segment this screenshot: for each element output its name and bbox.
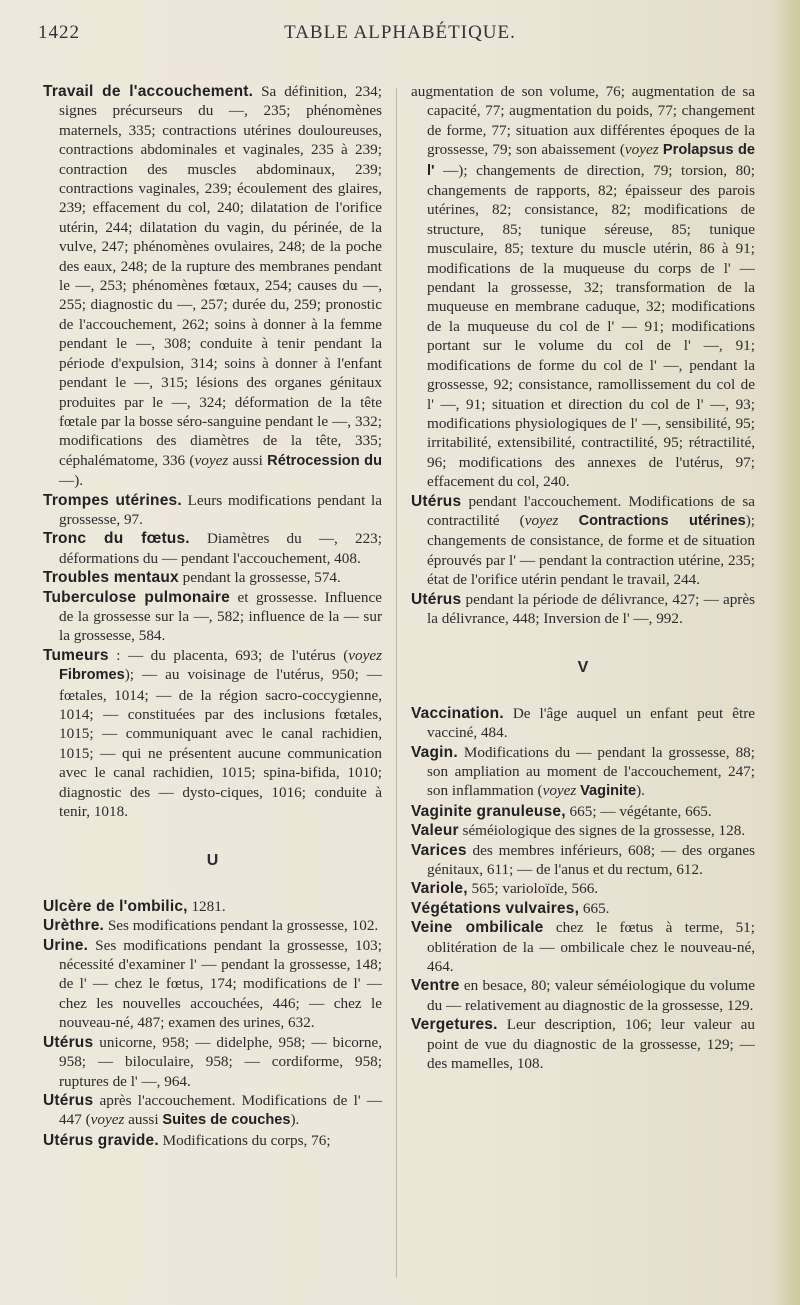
entry-text: en besace, 80; valeur séméiologique du volume du — relativement au diagnostic de la grossesse, 129. (427, 977, 755, 1014)
entry-headword: Utérus (411, 492, 462, 510)
entry-headword: Utérus (43, 1033, 94, 1051)
entry-text: et grossesse. Influence de la grossesse sur la —, 582; influence de la — sur la grossesse, 584. (59, 588, 382, 645)
entry-headword: Vaginite granuleuse, (411, 802, 566, 820)
index-entry (411, 802, 755, 821)
index-entry (43, 491, 382, 530)
entry-text: pendant la période de délivrance, 427; — après la délivrance, 448; Inversion de l' —, 992. (427, 590, 755, 627)
entry-headword: Tuberculose pulmonaire (43, 588, 230, 606)
index-entry (411, 976, 755, 1015)
entry-headword: Vaccination. (411, 704, 504, 722)
index-entry (43, 916, 382, 935)
entry-text: ). (290, 1111, 300, 1129)
entry-text: unicorne, 958; — didelphe, 958; — bicorne, 958; — biloculaire, 958; — cordiforme, 958; ruptures de l' —, 964. (59, 1033, 382, 1090)
entry-text: après l'accouchement. Modifications de l' — 447 ( (59, 1091, 382, 1129)
index-entry (43, 529, 382, 568)
entry-text: ); changements de consistance, de forme et de situation éprouvés par l' — pendant la contraction utérine, 235; état de l'orifice utérin pendant le travail, 244. (427, 511, 756, 589)
entry-headword: Végétations vulvaires, (411, 899, 580, 917)
index-entry (411, 590, 755, 629)
entry-text: pendant l'accouchement. Modifications de sa contractilité ( (427, 492, 755, 529)
entry-headword: Veine ombilicale (411, 919, 544, 937)
entry-text: aussi (124, 1111, 163, 1129)
index-entry (43, 936, 382, 1033)
index-entry (43, 1033, 382, 1091)
entry-text: séméiologique des signes de la grossesse, 128. (458, 822, 746, 840)
entry-text: des membres inférieurs, 608; — des organes génitaux, 611; — de l'anus et du rectum, 612. (427, 841, 755, 879)
entry-see-italic: voyez (624, 141, 659, 159)
index-entry (43, 568, 382, 587)
index-entry (411, 704, 755, 743)
entry-see-italic: voyez (542, 782, 577, 800)
index-entry (43, 1091, 382, 1131)
entry-text: 1281. (187, 897, 226, 915)
index-entry (411, 879, 755, 898)
entry-text (558, 512, 578, 529)
entry-headword: Ventre (411, 977, 460, 995)
entry-text: 665; — végétante, 665. (565, 802, 712, 820)
entry-cross-reference: Rétrocession du (267, 452, 382, 469)
entry-text: De l'âge auquel un enfant peut être vacciné, 484. (427, 704, 755, 742)
entry-headword: Tumeurs (43, 646, 109, 664)
index-entry (411, 492, 755, 590)
entry-text: 565; varioloïde, 566. (467, 880, 599, 898)
index-entry (411, 821, 755, 840)
index-entry (411, 1015, 755, 1073)
index-entry (43, 646, 382, 822)
entry-headword: Utérus (43, 1091, 94, 1109)
entry-headword: Utérus (411, 590, 462, 608)
entry-see-italic: voyez (194, 451, 229, 469)
entry-text: Leurs modifications pendant la grossesse, 97. (59, 491, 382, 528)
entry-text: Leur description, 106; leur valeur au point de vue du diagnostic de la grossesse, 129; — des mamelles, 108. (427, 1016, 755, 1073)
entry-headword: Vagin. (411, 743, 458, 761)
entry-headword: Travail de l'accouchement. (43, 83, 254, 100)
entry-text: chez le fœtus à terme, 51; oblitération de la — ombilicale chez le nouveau-né, 464. (427, 919, 755, 976)
index-entry (43, 897, 382, 916)
index-entry (411, 841, 755, 880)
entry-text: augmentation de son volume, 76; augmentation de sa capacité, 77; augmentation du poids, 77; changement de forme, 77; situation aux différentes époques de la grossesse, 79; son abaissement ( (411, 83, 755, 159)
entry-text: —); changements de direction, 79; torsion, 80; changements de rapports, 82; épaisseur des parois utérines, 82; consistance, 82; modifications de structure, 85; tunique séreuse, 85; tunique musculaire, 85; texture du muscle utérin, 86 à 91; modifications de la muqueuse du corps de l' — pendant la grossesse, 32; transformation de la muqueuse en membrane caduque, 32; modifications de la muqueuse du col de l' — 91; modifications portant sur le volume du col de l' —, 91; modifications de forme du col de l' —, pendant la grossesse, 92; consistance, ramollissement du col de l' —, 91; situation et direction du col de l' —, 93; modifications physiologiques de l' —, sensibilité, 95; irritabilité, extensibilité, contractilité, 95; rétractilité, 96; modifications des annexes de l'utérus, 97; effacement du col, 240. (427, 161, 755, 491)
index-entry (43, 588, 382, 646)
entry-text: ). (636, 782, 645, 800)
index-entry (411, 918, 755, 976)
entry-text: Modifications du — pendant la grossesse, 88; son ampliation au moment de l'accouchement, 247; son inflammation ( (427, 743, 755, 800)
entry-see-italic: voyez (348, 646, 382, 664)
entry-headword: Valeur (411, 822, 459, 840)
right-column (411, 82, 755, 1074)
section-letter: U (206, 852, 219, 870)
running-title: TABLE ALPHABÉTIQUE. (284, 22, 516, 43)
entry-text: : — du placenta, 693; de l'utérus ( (108, 646, 349, 664)
entry-text: Sa définition, 234; signes précurseurs du —, 235; phénomènes maternels, 335; contractions utérines douloureuses, contractions abdominales et vaginales, 235 à 239; contraction des muscles abdominaux, 239; contractions vaginales, 239; écoulement des glaires, 239; effacement du col, 240; dilatation de l'orifice utérin, 244; dilatation du vagin, du périnée, de la vulve, 247; phénomènes ovulaires, 248; de la poche des eaux, 248; de la rupture des membranes pendant le —, 253; phénomènes fœtaux, 254; causes du —, 255; diagnostic du —, 257; durée du, 259; pronostic de l'accouchement, 262; soins à donner à la femme pendant le —, 308; conduite à tenir pendant la période d'expulsion, 314; soins à donner à l'enfant pendant le —, 315; lésions des organes génitaux produites par le —, 324; déformation de la tête fœtale par la bosse séro-sanguine pendant le —, 332; modifications des diamètres de la tête, 335; céphalématome, 336 ( (59, 83, 382, 469)
entry-text: 665. (579, 899, 610, 917)
entry-text: Ses modifications pendant la grossesse, 103; nécessité d'examiner l' — pendant la grossesse, 148; de l' — chez le fœtus, 174; modifications de l' — chez les nouvelles accouchées, 446; — chez le nouveau-né, 487; examen des urines, 632. (59, 936, 382, 1032)
index-entry (411, 82, 755, 492)
entry-headword: Urine. (43, 936, 89, 954)
entry-headword: Utérus gravide. (43, 1131, 159, 1149)
entry-cross-reference: Fibromes (59, 667, 125, 684)
index-entry (43, 1131, 382, 1150)
entry-text: pendant la grossesse, 574. (178, 569, 341, 587)
page-header (38, 22, 762, 46)
entry-headword: Trompes utérines. (43, 491, 182, 509)
entry-headword: Vergetures. (411, 1016, 498, 1034)
entry-text: Modifications du corps, 76; (158, 1131, 331, 1149)
entry-text: —). (59, 472, 84, 490)
entry-headword: Varices (411, 841, 467, 859)
entry-cross-reference: Prolapsus de l' (427, 142, 755, 179)
index-entry (43, 82, 382, 491)
entry-text: Diamètres du —, 223; déformations du — pendant l'accouchement, 408. (59, 530, 382, 567)
index-entry (411, 743, 755, 802)
section-letter: V (577, 659, 589, 677)
entry-text: aussi (228, 451, 268, 469)
entry-text: Ses modifications pendant la grossesse, 102. (104, 917, 379, 935)
entry-headword: Variole, (411, 880, 468, 898)
entry-cross-reference: Contractions utérines (578, 512, 746, 529)
entry-headword: Tronc du fœtus. (43, 530, 190, 548)
entry-text: ); — au voisinage de l'utérus, 950; — fœtales, 1014; — de la région sacro-coccygienne, 1014; — constituées par des inclusions fœtales, 1015; — communiquant avec le canal rachidien, 1015; — qui ne présentent aucune communication avec le canal rachidien, 1015; spina-bifida, 1010; diagnostic des — dysto-ciques, 1016; conduite à tenir, 1018. (59, 666, 382, 821)
entry-headword: Urèthre. (43, 917, 105, 935)
entry-cross-reference: Vaginite (580, 783, 637, 800)
left-column (43, 82, 382, 1150)
entry-see-italic: voyez (90, 1111, 125, 1129)
column-divider (396, 88, 397, 1278)
page-edge-stain (778, 0, 800, 1305)
entry-headword: Ulcère de l'ombilic, (43, 897, 188, 915)
entry-see-italic: voyez (524, 511, 559, 529)
entry-headword: Troubles mentaux (43, 569, 179, 587)
index-entry (411, 899, 755, 918)
entry-cross-reference: Suites de couches (162, 1112, 291, 1129)
page-number: 1422 (38, 22, 80, 43)
